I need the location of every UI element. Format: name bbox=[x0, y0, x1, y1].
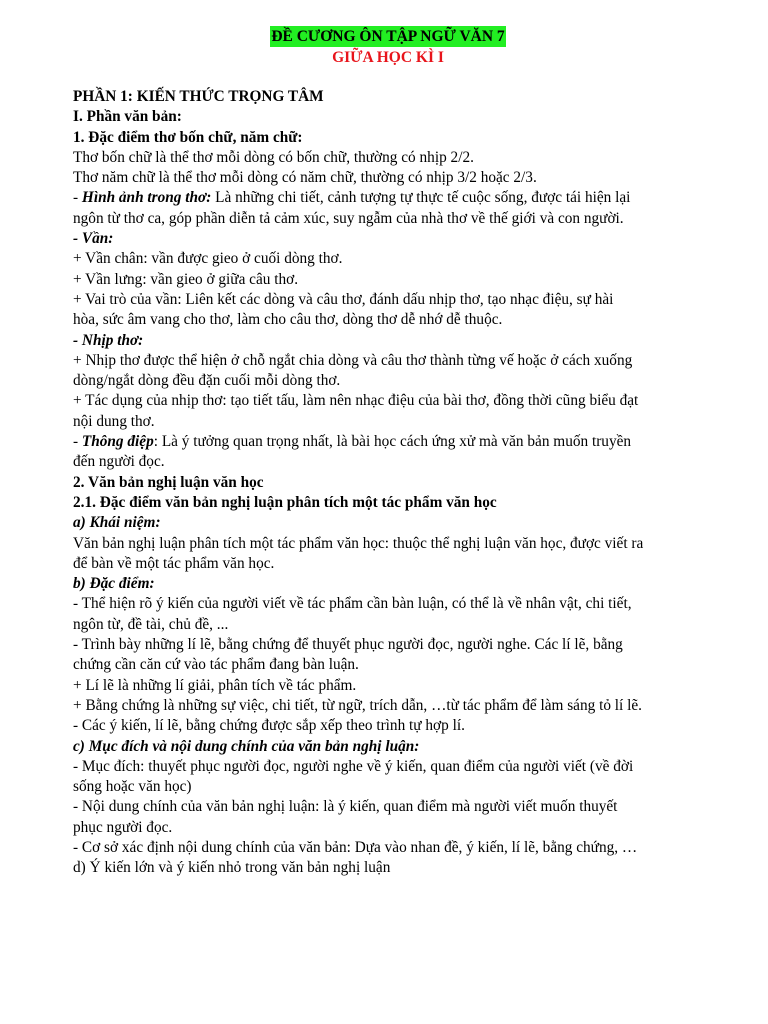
line-prefix: - bbox=[73, 189, 82, 207]
line-text: 2. Văn bản nghị luận văn học bbox=[73, 473, 264, 491]
line-text: dòng/ngắt dòng đều đặn cuối mỗi dòng thơ. bbox=[73, 372, 341, 390]
line-text: + Tác dụng của nhịp thơ: tạo tiết tấu, làm nên nhạc điệu của bài thơ, đồng thời cũng biểu đạt bbox=[73, 392, 639, 410]
document-page bbox=[73, 26, 703, 879]
line-text: 2.1. Đặc điểm văn bản nghị luận phân tích một tác phẩm văn học bbox=[73, 493, 497, 511]
line-text: 1. Đặc điểm thơ bốn chữ, năm chữ: bbox=[73, 128, 303, 146]
text-line bbox=[73, 310, 703, 330]
line-text: để bàn về một tác phẩm văn học. bbox=[73, 554, 275, 572]
text-line bbox=[73, 229, 703, 249]
line-text: đến người đọc. bbox=[73, 453, 165, 471]
text-line bbox=[73, 128, 703, 148]
document-subtitle: GIỮA HỌC KÌ I bbox=[332, 49, 444, 66]
line-text: sống hoặc văn học) bbox=[73, 778, 192, 796]
line-text: + Lí lẽ là những lí giải, phân tích về tác phẩm. bbox=[73, 676, 357, 694]
line-emphasis: Thông điệp bbox=[81, 433, 154, 451]
line-text: + Nhịp thơ được thể hiện ở chỗ ngắt chia dòng và câu thơ thành từng vế hoặc ở cách xuống bbox=[73, 351, 633, 369]
text-line bbox=[73, 655, 703, 675]
line-text: Văn bản nghị luận phân tích một tác phẩm văn học: thuộc thể nghị luận văn học, được viết ra bbox=[73, 534, 644, 552]
line-text: - Các ý kiến, lí lẽ, bằng chứng được sắp xếp theo trình tự hợp lí. bbox=[73, 717, 465, 735]
line-text: chứng cần căn cứ vào tác phẩm đang bàn luận. bbox=[73, 656, 359, 674]
text-line bbox=[73, 615, 703, 635]
text-line bbox=[73, 493, 703, 513]
line-emphasis: - Vần: bbox=[73, 230, 114, 248]
text-line bbox=[73, 797, 703, 817]
text-line bbox=[73, 534, 703, 554]
text-line bbox=[73, 838, 703, 858]
line-text: + Vần chân: vần được gieo ở cuối dòng thơ. bbox=[73, 250, 343, 268]
text-line bbox=[73, 432, 703, 452]
text-line bbox=[73, 452, 703, 472]
text-line bbox=[73, 635, 703, 655]
line-text: Là những chi tiết, cảnh tượng tự thực tế cuộc sống, được tái hiện lại bbox=[211, 189, 631, 207]
line-text: d) Ý kiến lớn và ý kiến nhỏ trong văn bản nghị luận bbox=[73, 859, 391, 877]
text-line bbox=[73, 574, 703, 594]
text-line bbox=[73, 554, 703, 574]
line-text: phục người đọc. bbox=[73, 818, 173, 836]
line-text: : Là ý tưởng quan trọng nhất, là bài học cách ứng xử mà văn bản muốn truyền bbox=[153, 433, 632, 451]
text-line bbox=[73, 858, 703, 878]
document-body bbox=[73, 87, 703, 879]
text-line bbox=[73, 290, 703, 310]
line-text: - Mục đích: thuyết phục người đọc, người nghe về ý kiến, quan điểm của người viết (về đời bbox=[73, 757, 634, 775]
line-emphasis: Hình ảnh trong thơ: bbox=[81, 189, 212, 207]
line-emphasis: b) Đặc điểm: bbox=[73, 575, 155, 593]
text-line bbox=[73, 168, 703, 188]
text-line bbox=[73, 209, 703, 229]
text-line bbox=[73, 513, 703, 533]
text-line bbox=[73, 188, 703, 208]
line-text: ngôn từ, đề tài, chủ đề, ... bbox=[73, 615, 229, 633]
line-text: + Bằng chứng là những sự việc, chi tiết, từ ngữ, trích dẫn, …từ tác phẩm để làm sáng tỏ lí lẽ. bbox=[73, 696, 642, 714]
text-line bbox=[73, 351, 703, 371]
text-line bbox=[73, 473, 703, 493]
line-emphasis: a) Khái niệm: bbox=[73, 514, 161, 532]
line-text: Thơ bốn chữ là thể thơ mỗi dòng có bốn chữ, thường có nhịp 2/2. bbox=[73, 148, 474, 166]
line-emphasis: - Nhịp thơ: bbox=[73, 331, 144, 349]
text-line bbox=[73, 371, 703, 391]
text-line bbox=[73, 107, 703, 127]
line-prefix: - bbox=[73, 433, 82, 451]
text-line bbox=[73, 594, 703, 614]
text-line bbox=[73, 716, 703, 736]
line-text: Thơ năm chữ là thể thơ mỗi dòng có năm chữ, thường có nhịp 3/2 hoặc 2/3. bbox=[73, 169, 537, 187]
line-text: nội dung thơ. bbox=[73, 412, 155, 430]
line-emphasis: c) Mục đích và nội dung chính của văn bản nghị luận: bbox=[73, 737, 420, 755]
line-text: ngôn từ thơ ca, góp phần diễn tả cảm xúc, suy ngẫm của nhà thơ về thế giới và con người. bbox=[73, 209, 624, 227]
text-line bbox=[73, 777, 703, 797]
text-line bbox=[73, 249, 703, 269]
line-text: - Nội dung chính của văn bản nghị luận: là ý kiến, quan điểm mà người viết muốn thuyết bbox=[73, 798, 618, 816]
document-title: ĐỀ CƯƠNG ÔN TẬP NGỮ VĂN 7 bbox=[271, 28, 505, 45]
text-line bbox=[73, 270, 703, 290]
line-text: + Vai trò của vần: Liên kết các dòng và câu thơ, đánh dấu nhịp thơ, tạo nhạc điệu, sự hài bbox=[73, 290, 614, 308]
text-line bbox=[73, 676, 703, 696]
line-text: - Thể hiện rõ ý kiến của người viết về tác phẩm cần bàn luận, có thể là về nhân vật, chi tiết, bbox=[73, 595, 632, 613]
text-line bbox=[73, 331, 703, 351]
line-text: PHẦN 1: KIẾN THỨC TRỌNG TÂM bbox=[73, 88, 324, 105]
line-text: - Trình bày những lí lẽ, bằng chứng để thuyết phục người đọc, người nghe. Các lí lẽ, bằng bbox=[73, 636, 623, 654]
document-header bbox=[73, 26, 703, 68]
text-line bbox=[73, 818, 703, 838]
line-text: hòa, sức âm vang cho thơ, làm cho câu thơ, dòng thơ dễ nhớ dễ thuộc. bbox=[73, 311, 503, 329]
text-line bbox=[73, 757, 703, 777]
line-text: - Cơ sở xác định nội dung chính của văn bản: Dựa vào nhan đề, ý kiến, lí lẽ, bằng chứng, … bbox=[73, 838, 638, 856]
text-line bbox=[73, 391, 703, 411]
text-line bbox=[73, 412, 703, 432]
text-line bbox=[73, 87, 703, 107]
text-line bbox=[73, 696, 703, 716]
line-text: I. Phần văn bản: bbox=[73, 108, 182, 126]
line-text: + Vần lưng: vần gieo ở giữa câu thơ. bbox=[73, 270, 299, 288]
text-line bbox=[73, 148, 703, 168]
text-line bbox=[73, 737, 703, 757]
